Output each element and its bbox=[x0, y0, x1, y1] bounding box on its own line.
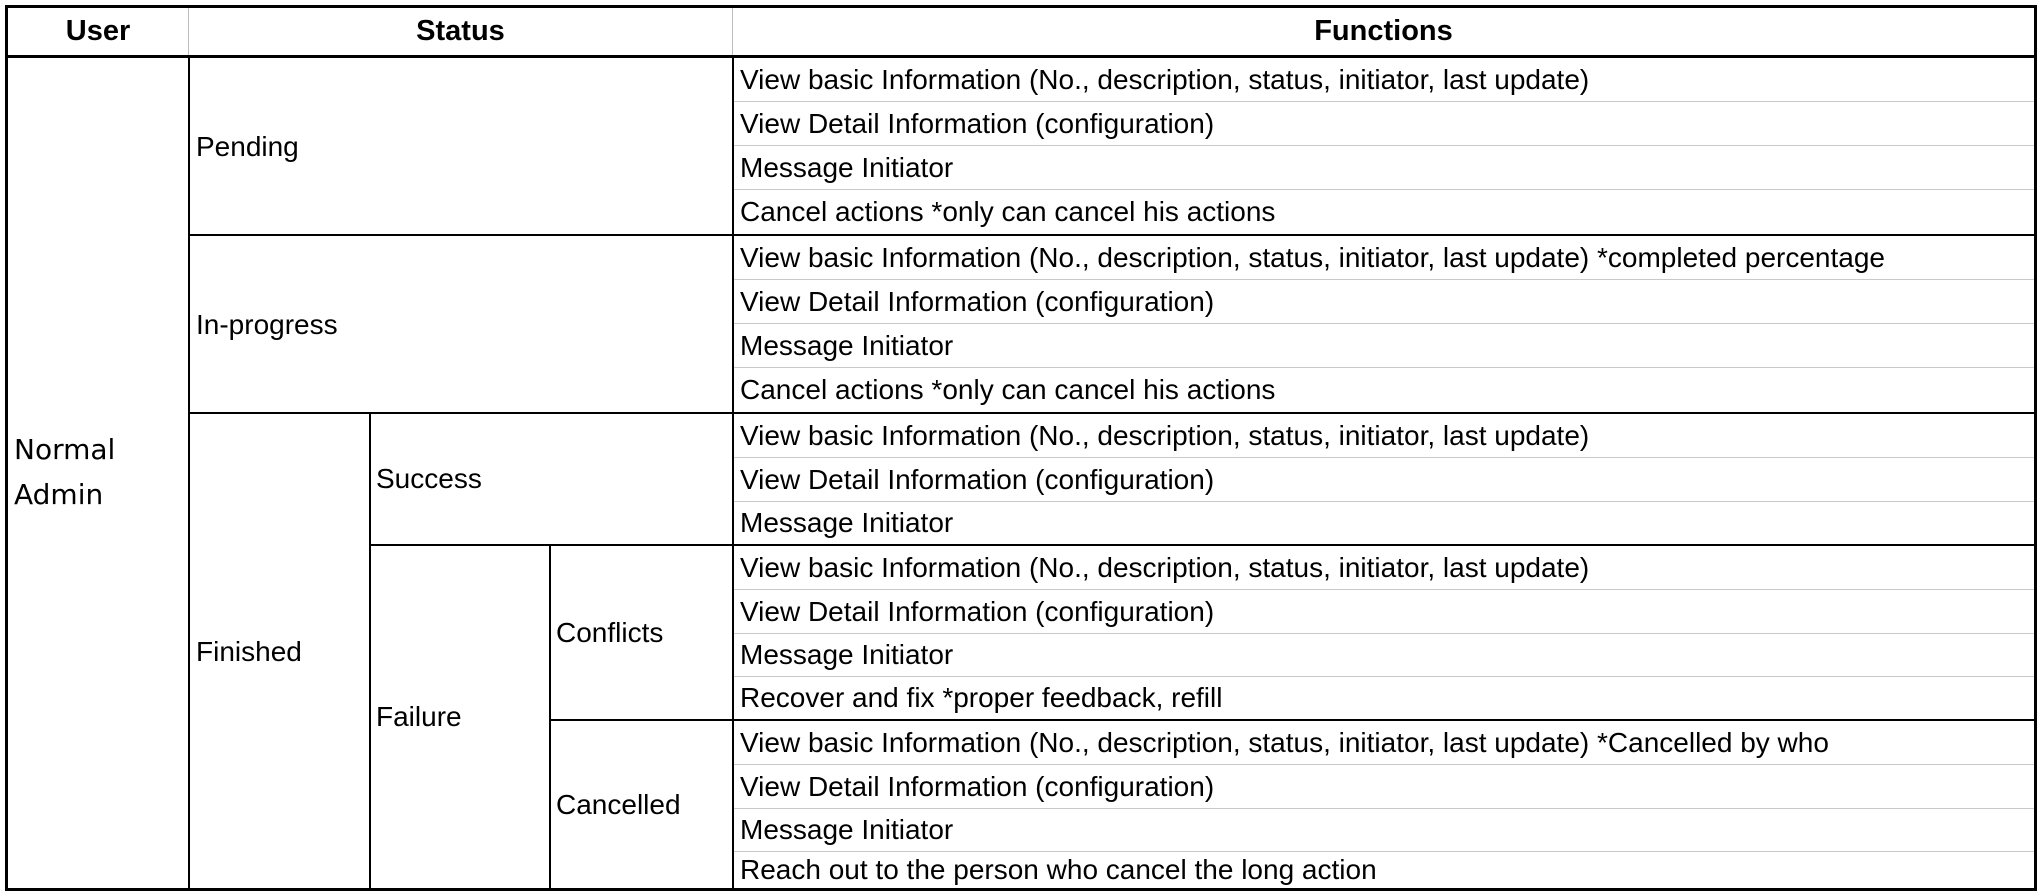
divider-pending bbox=[190, 234, 2034, 236]
header-functions: Functions bbox=[1314, 15, 1453, 48]
divider-conflicts bbox=[551, 719, 2034, 721]
header-divider-user bbox=[188, 8, 189, 55]
function-item: View basic Information (No., description, status, initiator, last update) bbox=[734, 414, 2034, 458]
function-item: View Detail Information (configuration) bbox=[734, 765, 2034, 809]
header-divider-status bbox=[732, 8, 733, 55]
status-failure: Failure bbox=[376, 701, 462, 733]
function-item: Message Initiator bbox=[734, 324, 2034, 368]
function-item: View Detail Information (configuration) bbox=[734, 590, 2034, 634]
function-item: Recover and fix *proper feedback, refill bbox=[740, 682, 1223, 714]
function-item: Reach out to the person who cancel the long action bbox=[740, 854, 1377, 886]
function-item: Cancel actions *only can cancel his actions bbox=[740, 196, 1276, 228]
function-item: View basic Information (No., description, status, initiator, last update) *Cancelled by who bbox=[734, 721, 2034, 765]
function-item: Message Initiator bbox=[734, 809, 2034, 852]
status-pending: Pending bbox=[196, 130, 299, 162]
function-item: View Detail Information (configuration) bbox=[734, 102, 2034, 146]
header-divider bbox=[8, 55, 2034, 58]
status-conflicts: Conflicts bbox=[556, 616, 664, 648]
function-item: View Detail Information (configuration) bbox=[734, 458, 2034, 502]
divider-success bbox=[371, 544, 2034, 546]
divider-finished bbox=[369, 414, 371, 888]
status-cancelled: Cancelled bbox=[556, 789, 681, 821]
function-item: Message Initiator bbox=[734, 634, 2034, 677]
divider-user-status bbox=[188, 58, 190, 888]
function-item: View basic Information (No., description, status, initiator, last update) *completed percentage bbox=[734, 236, 2034, 280]
function-item: View basic Information (No., description, status, initiator, last update) bbox=[734, 58, 2034, 102]
user-normal-admin: Normal Admin bbox=[14, 433, 116, 511]
divider-failure bbox=[549, 546, 551, 888]
header-status: Status bbox=[416, 15, 505, 48]
function-item: Message Initiator bbox=[740, 507, 954, 539]
header-user: User bbox=[65, 15, 131, 48]
status-in-progress: In-progress bbox=[196, 308, 338, 340]
function-item: Cancel actions *only can cancel his actions bbox=[740, 374, 1276, 406]
function-item: Message Initiator bbox=[734, 146, 2034, 190]
function-item: View Detail Information (configuration) bbox=[734, 280, 2034, 324]
functions-table bbox=[5, 5, 2037, 891]
status-success: Success bbox=[376, 463, 482, 495]
status-finished: Finished bbox=[196, 635, 302, 667]
divider-status-functions bbox=[732, 58, 734, 888]
divider-in-progress bbox=[190, 412, 2034, 414]
function-item: View basic Information (No., description, status, initiator, last update) bbox=[734, 546, 2034, 590]
